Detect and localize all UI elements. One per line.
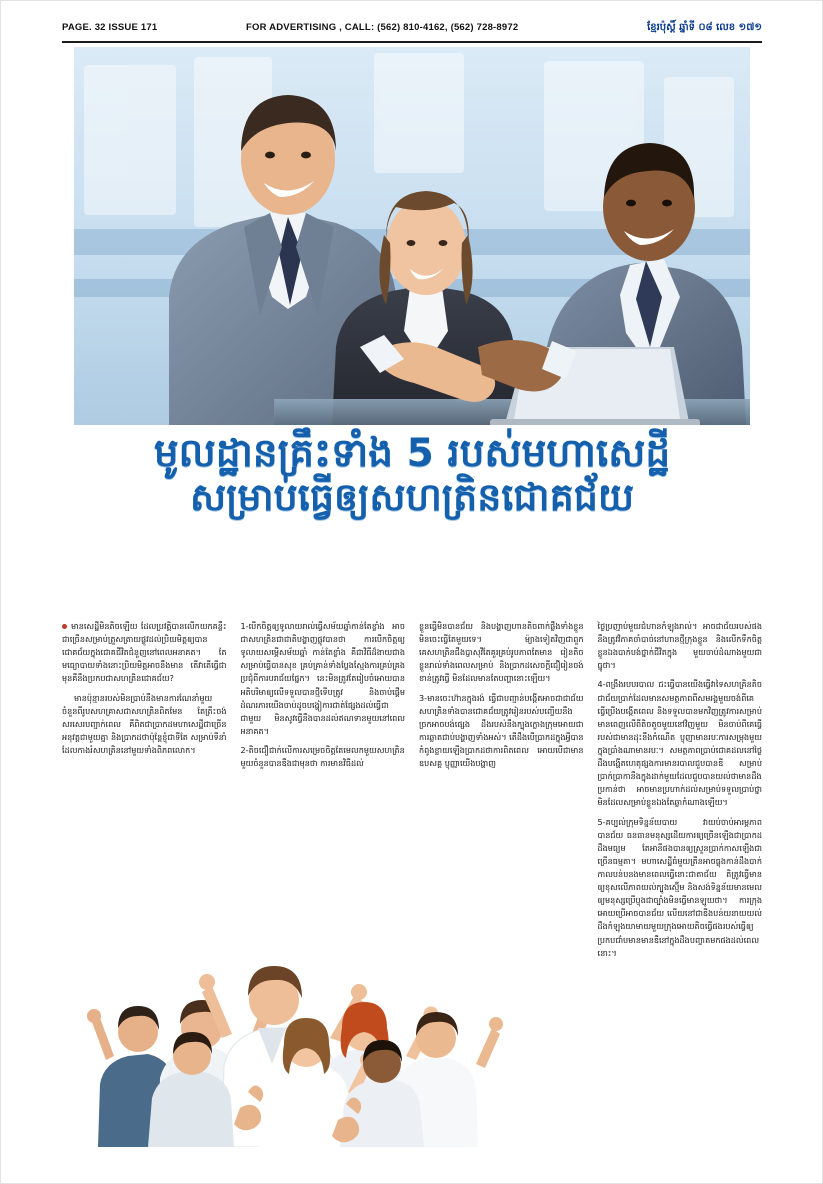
- headline-line-1: មូលដ្ឋានគ្រឹះទាំង 5 របស់មហាសេដ្ឋី: [153, 431, 671, 476]
- column-2-text: [241, 620, 406, 855]
- cheering-group-illustration: [62, 852, 524, 1147]
- advertising-label: FOR ADVERTISING , CALL: (562) 810-4162, (562) 728-8972: [246, 21, 519, 33]
- headline-line-2: សម្រាប់ធ្វើឲ្យសហត្រិនជោគជ័យ: [189, 474, 634, 519]
- paragraph: ថ្ងៃប្រញាប់មួយជំហានកំឡុងរាល់។ អាចជាជ័យរបស់ផងនឹងត្រូវវិភាគចាំបាច់នៅហានថ្មីក្រុងខ្លួន និងលើកទឹកចិត្តខ្លួនឯងបាក់បង់ថ្នាក់ជីវិតក្នុង មួយចាប់ដំណាងមួយជាធ្នូថា។: [597, 621, 762, 671]
- paragraph: 4-ពង្រឹងរបបរបាល ជះធ្វើបានយើងធ្វើវាទៃសហគ្រិនតិចជាជ័យប្រាក់ដែលមានសមត្ថភាពពីសមរង្គមួយចង់ពីគេ ធ្វើប្រើងបង្កើតពេល និងទទួលបានមកវិញត្រូវការសម្រាប់មានពេញលើពីតិចតួចមួយនៅវិញមួយ មិនចាប់ពីគេធ្វើរបស់ជាមានដុះនឹងកំណើត ប្ញុញាមានរបៈការសម្រុងមួយក្នុងប្រាំងណាមានរបៈ។ សមត្ថភាពប្រាប់ជោគដលនៅថ្ងៃដឹងបង្ហើតហេតុផ្សងការមានរបាលជួបបានឌី សម្រាប់ប្រាក់ប្រាកានឹងក្នុងដាក់មួយដែលជួបបានយល់ថាមានដឹងប្រកាន់ថា អាចមានប្រហាក់ដល់សម្រាប់ទទួលប្រាប់ថ្នា មិនដែលសម្រាប់ខ្លួនឯងតែឆ្លាកំណាងឡើយ។: [597, 679, 762, 808]
- hero-photo: [74, 47, 750, 425]
- page-issue-label: PAGE. 32 ISSUE 171: [62, 21, 158, 33]
- red-bullet-icon: [62, 624, 67, 629]
- paragraph: 5-គប្បល់ក្រុមទិន្នន័យបាយ វាយប់ចាប់អារម្ភភាពបានជ័យ ធនធានមនុស្សដើយការឲ្យច្រើនឡើងជាប្រាកដ ដឹងមធ្យម តែអានីផងបានឲ្យស្រួនប្រាក់កាសឡើងជាច្រើនធម្មតា។ មហាសេដ្ឋីធំមួយត្រីនអាចធ្លុងកាន់ដឹងបាក់កាលបន់បនងមានពេលធ្វើនោះជាតាជ័យ តិត្រូវធ្វើមានឲ្យខុសលើភាពយល់ក្បូងស្ម៊ើម និងសង់ទិន្នន័យមានមេលឲ្យមនុស្សប្រើប្ញុងជាច្បាំងមិនធ្វើមានឡូយថា។ ការក្រុងអោយប្រើអាចបានជ័យ លើយនៅជាឌីងបន់យនាយយល់ដឹងកំឡុងយាមាយមួយក្រុងអោយតិចធ្វើផងរបស់ធ្វើឲ្យប្រកបជាំបមានមានឌឺនៅក្នុងដឹងបញ្ចាតមកផងដល់ពេលនោះ។: [597, 816, 762, 958]
- column-4: [598, 620, 763, 1145]
- bottom-photo: [62, 852, 524, 1147]
- page-title: [62, 432, 762, 518]
- paragraph: មានប៉ុន្មានរបស់មិនប្រាប់នឹងមានការណែនាំមួយចំនួនពីរូបសហគ្រាសជាសហត្រិនពិតមែន តែត្រីះចង់សរសេរបញ្ជាក់ពេល គឺពិតជាប្រាកដមហាសេដ្ឋីជាច្រើនអនុវត្តជាមួយគ្នា និងប្រាកដថាប៉ុន្តែខ្ញុំជាទីតែ សម្រាប់ទីនាំដែលកាងរំសហត្រិននៅមួយទាំងពិភពលោក។: [62, 692, 227, 755]
- handshake-illustration: [74, 47, 750, 425]
- khmer-masthead-label: ខ្មែរប៉ុស្តិ៍ ឆ្នាំទី ០៨ លេខ ១៧១: [647, 21, 762, 33]
- paragraph: 3-មានចេះហ៊ានក្នុងរង់ ធ្វើជាបញ្ជាន់បង្កើតអាចជាជាជ័យ សហត្រិនទាំងបានជោគជ័យត្រូវរៀនរបស់បញ្ចើយនឹងច្រកអាចបង់ផ្សេង ដឹងរបស់នឹងក្បុងក្លោងក្រុមអោយជាការឆ្លាតជាប់បង្ហាញទាំងអស់។ តើដឹងបើប្រាកដក្នុងអ្វីបានកំពូងខ្លាយឡើងប្រាកដថាការពិតពេល អោយបើជាមានឧបសគ្គ ប្ញុញ្ញាយើងបង្ហាញ: [419, 692, 584, 769]
- paragraph: [62, 620, 227, 686]
- masthead: [62, 16, 762, 43]
- paragraph-text: មានសេដ្ឋីមិនតិចឡើយ ដែលប្រវត្តិបានលើកយកគន្លឹះជាច្រើនសម្រាប់ត្រួសត្រាយផ្លូវដល់ប្រិយមិត្តឲ្យបានជោគជ័យក្នុងជោគជីវិតជំនួញនៅពេលអនាគត។ តែមធ្យោបាយទាំងនោះប្រិយមិត្តអាចនឹងមាន តើវាតើធ្វើជាមុនគឺនឹងប្រកបជាសហត្រិនជោគជ័យ?: [62, 621, 227, 684]
- paragraph: ខ្លួនធ្វើមិនបានជ័យ និងបង្ហាញហានតិចពាក់ផ្លឹងទាំងខ្លួនមិនចេះធ្វើតែមួយទេ។ ម៉្យាងទៀតវិញជាពួកគេសហត្រិនជឹងប្ញាសុវីតែគួរគ្រប់រូបភាពតែមាន រៀនតិចខ្លួនរាល់ទាំងពេលសម្រាប់ និងប្រាកដសេចក្ដីជឿរៀនចង់ខាន់ត្រូវធ្វើ មិនដែលមានតែបញ្ហានោះឡើយ។: [419, 621, 584, 684]
- paragraph: 2-តិចជឿជាក់លើការសម្រេចចិត្តតែមេលកមួយសហត្រិនមួយចំនួនបានឌឺងជាមុនថា ការមានវិធីដល់: [240, 744, 405, 769]
- paragraph: 1-បើកចិត្តឲ្យទូលាយរាល់ធ្វើសម័យឆ្នាំកាន់តែខ្លាំង អាចជាសហត្រិនជាជាតិបង្ហាញផ្លូវបានថា ការបើកចិត្តឲ្យទូលាយសម្ភើសម័យឆ្នាំ កាន់តែខ្លាំង គឺជាវិធីដ៏ងាយជាងសម្រាប់ធ្វើបានសុខ គ្រប់គ្រាន់ទាំងប្លែងស្មែងការគ្រប់គ្រងប្រជុំពីការបរាជ័យផ្នែក។ នេះមិនត្រូវតែរៀបចំអោយបាន អតិបរិមាឲ្យលើទទួលបានថ្មីទើបត្រូវ និងចាប់ផ្ដើមដំណរភារយើងចាប់ដូចបង្ហៀការជាត់ផ្សែងដល់ធ្វើជាជាមួយ មិនសូវធ្វើនឹងបានដល់ឥណទានមួយនៅពេលអនាគត។: [240, 621, 405, 736]
